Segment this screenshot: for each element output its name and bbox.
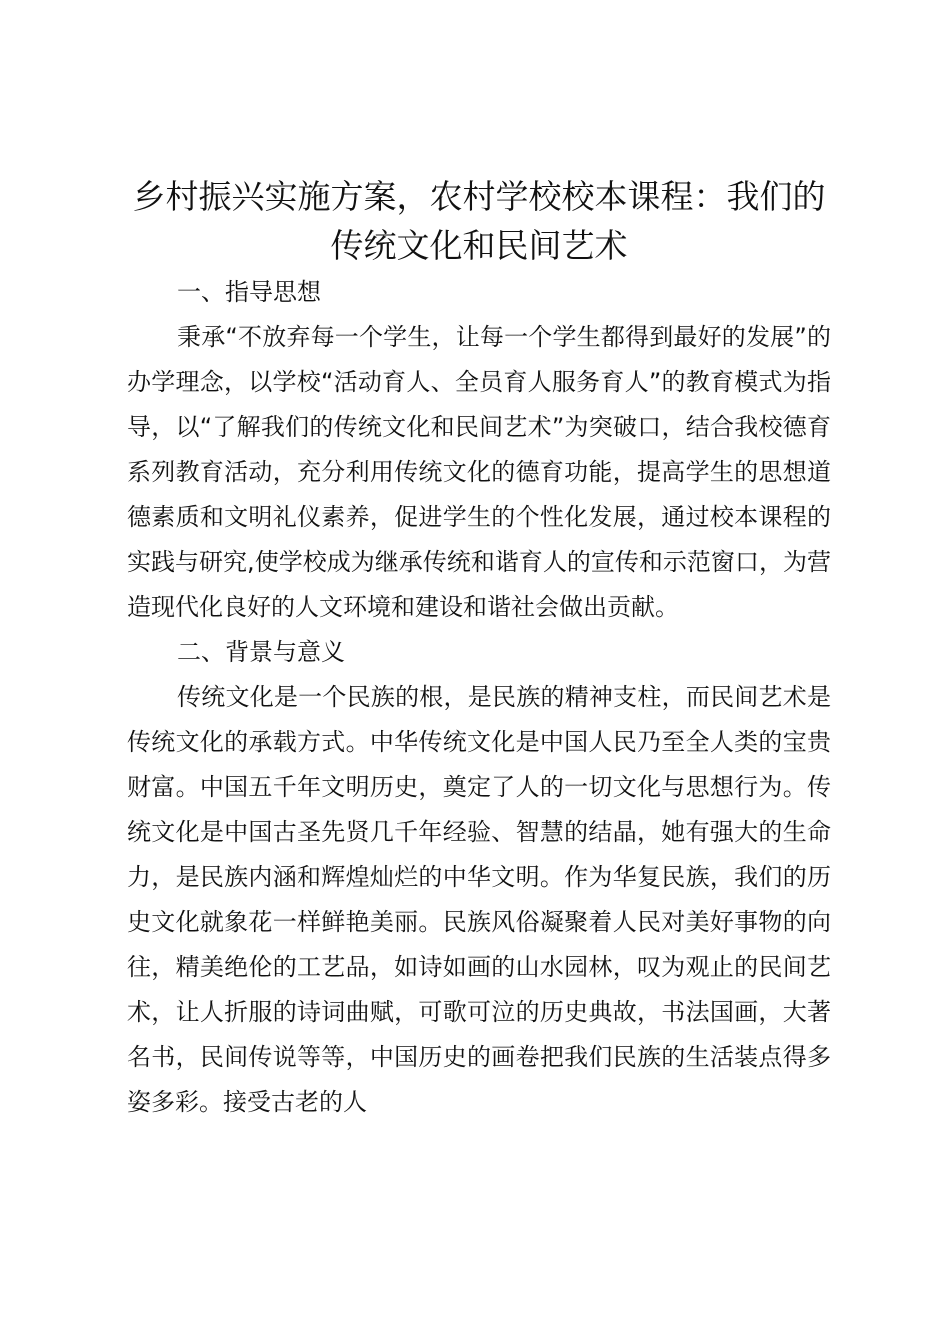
document-page <box>127 172 831 1125</box>
document-title: 乡村振兴实施方案，农村学校校本课程：我们的传统文化和民间艺术 <box>132 177 826 265</box>
section-heading-background: 二、背景与意义 <box>177 638 345 666</box>
section-paragraph-guiding-ideology: 秉承“不放弃每一个学生，让每一个学生都得到最好的发展”的办学理念，以学校“活动育人、全员育人服务育人”的教育模式为指导，以“了解我们的传统文化和民间艺术”为突破口，结合我校德育系列教育活动，充分利用传统文化的德育功能，提高学生的思想道德素质和文明礼仪素养，促进学生的个性化发展，通过校本课程的实践与研究,使学校成为继承传统和谐育人的宣传和示范窗口，为营造现代化良好的人文环境和建设和谐社会做出贡献。 <box>127 323 831 621</box>
section-heading-guiding-ideology: 一、指导思想 <box>177 278 321 306</box>
section-paragraph-background: 传统文化是一个民族的根，是民族的精神支柱，而民间艺术是传统文化的承载方式。中华传统文化是中国人民乃至全人类的宝贵财富。中国五千年文明历史，奠定了人的一切文化与思想行为。传统文化是中国古圣先贤几千年经验、智慧的结晶，她有强大的生命力，是民族内涵和辉煌灿烂的中华文明。作为华复民族，我们的历史文化就象花一样鲜艳美丽。民族风俗凝聚着人民对美好事物的向往，精美绝伦的工艺品，如诗如画的山水园林，叹为观止的民间艺术，让人折服的诗词曲赋，可歌可泣的历史典故，书法国画，大著名书，民间传说等等，中国历史的画卷把我们民族的生活装点得多姿多彩。接受古老的人 <box>127 683 831 1116</box>
